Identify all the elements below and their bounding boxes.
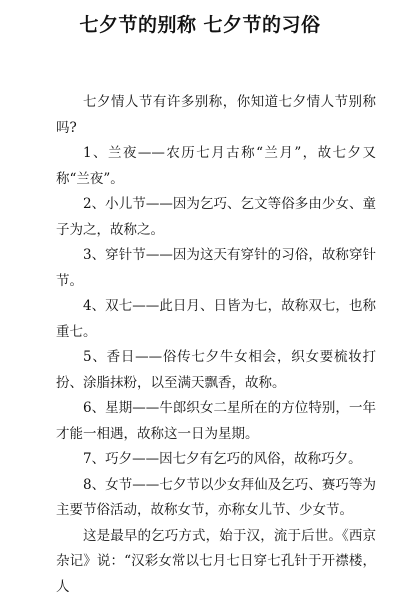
history-paragraph: 这是最早的乞巧方式，始于汉，流于后世。《西京杂记》说：“汉彩女常以七月七日穿七孔针于开襟楼，人 [56,524,376,600]
alias-item-qiaoxi: 7、巧夕——因七夕有乞巧的风俗，故称巧夕。 [56,447,376,473]
alias-item-xiangri: 5、香日——俗传七夕牛女相会，织女要梳妆打扮、涂脂抹粉，以至满天飘香，故称。 [56,345,376,396]
document-body [56,90,376,600]
alias-item-xingqi: 6、星期——牛郎织女二星所在的方位特别，一年才能一相遇，故称这一日为星期。 [56,396,376,447]
alias-item-chuanzhenjie: 3、穿针节——因为这天有穿针的习俗，故称穿针节。 [56,243,376,294]
alias-item-shuangqi: 4、双七——此日月、日皆为七，故称双七，也称重七。 [56,294,376,345]
page-title: 七夕节的别称 七夕节的习俗 [0,10,400,37]
alias-item-nvjie: 8、女节——七夕节以少女拜仙及乞巧、赛巧等为主要节俗活动，故称女节，亦称女儿节、少女节。 [56,473,376,524]
intro-paragraph: 七夕情人节有许多别称，你知道七夕情人节别称吗? [56,90,376,141]
alias-item-lanye: 1、兰夜——农历七月古称“兰月”，故七夕又称“兰夜”。 [56,141,376,192]
alias-item-xiaoerjie: 2、小儿节——因为乞巧、乞文等俗多由少女、童子为之，故称之。 [56,192,376,243]
